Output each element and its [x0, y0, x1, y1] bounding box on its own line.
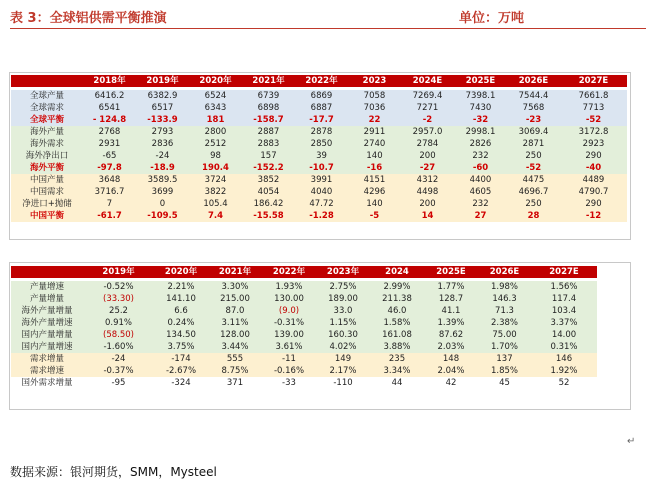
row-label: 全球需求: [11, 102, 83, 114]
table-cell: 4498: [401, 186, 454, 198]
table-cell: 128.7: [424, 293, 478, 305]
table-cell: 6898: [242, 102, 295, 114]
table-cell: 105.4: [189, 198, 242, 210]
table-cell: 71.3: [478, 305, 531, 317]
table-cell: 2.17%: [316, 365, 370, 377]
table-cell: 1.93%: [262, 281, 316, 293]
row-label: 全球平衡: [11, 114, 83, 126]
table-row: [11, 174, 627, 186]
table-cell: 44: [370, 377, 424, 389]
table-title: 表 3：全球铝供需平衡推演: [10, 11, 167, 26]
table-cell: 8.75%: [208, 365, 262, 377]
table-cell: 2784: [401, 138, 454, 150]
header-cell: 2027E: [531, 266, 597, 278]
table-cell: -52: [507, 162, 560, 174]
table-cell: -16: [348, 162, 401, 174]
table-cell: 2.04%: [424, 365, 478, 377]
table-cell: -1.28: [295, 210, 348, 222]
table-cell: 3716.7: [83, 186, 136, 198]
table-cell: 4790.7: [560, 186, 627, 198]
table-cell: -158.7: [242, 114, 295, 126]
table-row: [11, 377, 597, 389]
table-cell: 371: [208, 377, 262, 389]
header-row: [11, 266, 597, 278]
table-cell: -110: [316, 377, 370, 389]
table-cell: 87.62: [424, 329, 478, 341]
table-cell: 200: [401, 198, 454, 210]
table-cell: 7058: [348, 90, 401, 102]
table-row: [11, 198, 627, 210]
table-cell: 42: [424, 377, 478, 389]
table-cell: 4151: [348, 174, 401, 186]
table-cell: 2740: [348, 138, 401, 150]
table-cell: 4054: [242, 186, 295, 198]
row-label: 需求增量: [11, 353, 83, 365]
table-cell: 3.61%: [262, 341, 316, 353]
table-cell: 7269.4: [401, 90, 454, 102]
table-cell: 28: [507, 210, 560, 222]
header-cell: 2020年: [154, 266, 208, 278]
row-label: 海外平衡: [11, 162, 83, 174]
table-cell: -32: [454, 114, 507, 126]
table-cell: -97.8: [83, 162, 136, 174]
table-cell: -133.9: [136, 114, 189, 126]
table-row: [11, 365, 597, 377]
unit-label: 单位：万吨: [459, 11, 525, 26]
table-cell: 2957.0: [401, 126, 454, 138]
table-cell: 1.98%: [478, 281, 531, 293]
table-cell: 3069.4: [507, 126, 560, 138]
row-label: 国外需求增量: [11, 377, 83, 389]
return-mark: ↵: [627, 436, 636, 447]
table-cell: -0.16%: [262, 365, 316, 377]
table-cell: 3724: [189, 174, 242, 186]
table-cell: 139.00: [262, 329, 316, 341]
table-cell: 146: [531, 353, 597, 365]
table-cell: 1.15%: [316, 317, 370, 329]
table-cell: 45: [478, 377, 531, 389]
balance-table: [11, 75, 627, 222]
row-label: 海外产量增量: [11, 305, 83, 317]
row-label: 中国需求: [11, 186, 83, 198]
table-cell: 2.75%: [316, 281, 370, 293]
table-cell: 14: [401, 210, 454, 222]
table-cell: 130.00: [262, 293, 316, 305]
title-divider: [10, 28, 646, 29]
row-label: 产量增速: [11, 281, 83, 293]
row-label: 海外产量增速: [11, 317, 83, 329]
header-cell: 2027E: [560, 75, 627, 87]
table-cell: -27: [401, 162, 454, 174]
table-cell: -12: [560, 210, 627, 222]
table-cell: 1.39%: [424, 317, 478, 329]
table-cell: 4312: [401, 174, 454, 186]
table-cell: 0.31%: [531, 341, 597, 353]
table-cell: 148: [424, 353, 478, 365]
table-cell: 140: [348, 198, 401, 210]
table-cell: -10.7: [295, 162, 348, 174]
table-cell: -5: [348, 210, 401, 222]
table-cell: 2998.1: [454, 126, 507, 138]
table-cell: 6739: [242, 90, 295, 102]
table-cell: 7036: [348, 102, 401, 114]
table-cell: 2836: [136, 138, 189, 150]
table-cell: 3.44%: [208, 341, 262, 353]
table-cell: 6416.2: [83, 90, 136, 102]
table-cell: 1.85%: [478, 365, 531, 377]
header-cell: 2019年: [136, 75, 189, 87]
table-cell: -60: [454, 162, 507, 174]
table-cell: 2512: [189, 138, 242, 150]
table-title-row: [10, 6, 646, 28]
row-label: 全球产量: [11, 90, 83, 102]
header-cell: 2021年: [242, 75, 295, 87]
row-label: 净进口+抛储: [11, 198, 83, 210]
table-cell: 215.00: [208, 293, 262, 305]
table-row: [11, 329, 597, 341]
table-cell: 4040: [295, 186, 348, 198]
table-cell: 190.4: [189, 162, 242, 174]
table-cell: -24: [83, 353, 154, 365]
table-cell: 3.88%: [370, 341, 424, 353]
table-cell: 6524: [189, 90, 242, 102]
table-cell: 4.02%: [316, 341, 370, 353]
table-cell: -109.5: [136, 210, 189, 222]
header-cell: 2022年: [262, 266, 316, 278]
table-cell: 181: [189, 114, 242, 126]
header-cell: 2024: [370, 266, 424, 278]
table-cell: 3648: [83, 174, 136, 186]
header-cell: 2024E: [401, 75, 454, 87]
header-cell: 2023: [348, 75, 401, 87]
table-cell: 290: [560, 150, 627, 162]
row-label: 需求增速: [11, 365, 83, 377]
table-cell: 134.50: [154, 329, 208, 341]
table-cell: -18.9: [136, 162, 189, 174]
table-cell: 7661.8: [560, 90, 627, 102]
table-cell: 161.08: [370, 329, 424, 341]
table-row: [11, 162, 627, 174]
table-cell: - 124.8: [83, 114, 136, 126]
table-cell: 2911: [348, 126, 401, 138]
table-cell: 235: [370, 353, 424, 365]
table-cell: (9.0): [262, 305, 316, 317]
table-cell: 2793: [136, 126, 189, 138]
table-cell: -0.31%: [262, 317, 316, 329]
table-cell: 75.00: [478, 329, 531, 341]
table-cell: 2871: [507, 138, 560, 150]
table-cell: -17.7: [295, 114, 348, 126]
table-cell: 3589.5: [136, 174, 189, 186]
header-cell: 2022年: [295, 75, 348, 87]
header-cell: 2018年: [83, 75, 136, 87]
table-cell: 14.00: [531, 329, 597, 341]
table-cell: 6869: [295, 90, 348, 102]
table-cell: 4475: [507, 174, 560, 186]
table-cell: 7713: [560, 102, 627, 114]
table-cell: 186.42: [242, 198, 295, 210]
header-cell: [11, 266, 83, 278]
table-row: [11, 150, 627, 162]
table-cell: -2.67%: [154, 365, 208, 377]
table-cell: 2878: [295, 126, 348, 138]
header-cell: 2023年: [316, 266, 370, 278]
table-cell: 6887: [295, 102, 348, 114]
table-cell: -65: [83, 150, 136, 162]
table-cell: 4296: [348, 186, 401, 198]
table-cell: 2.21%: [154, 281, 208, 293]
table-cell: 3.34%: [370, 365, 424, 377]
table-row: [11, 305, 597, 317]
table-cell: 2887: [242, 126, 295, 138]
table-cell: 3.11%: [208, 317, 262, 329]
table-cell: 2923: [560, 138, 627, 150]
table-cell: 98: [189, 150, 242, 162]
table-cell: 4605: [454, 186, 507, 198]
header-cell: 2019年: [83, 266, 154, 278]
table-cell: 140: [348, 150, 401, 162]
table-cell: 0.91%: [83, 317, 154, 329]
table-cell: 4696.7: [507, 186, 560, 198]
header-cell: 2020年: [189, 75, 242, 87]
header-cell: 2026E: [478, 266, 531, 278]
table-cell: 2850: [295, 138, 348, 150]
table-cell: 1.56%: [531, 281, 597, 293]
table-cell: 52: [531, 377, 597, 389]
table-row: [11, 293, 597, 305]
row-label: 海外需求: [11, 138, 83, 150]
growth-table: [11, 266, 597, 389]
table-cell: 555: [208, 353, 262, 365]
table-cell: 157: [242, 150, 295, 162]
table-cell: 2.03%: [424, 341, 478, 353]
table-cell: 232: [454, 198, 507, 210]
table-cell: -174: [154, 353, 208, 365]
table-cell: 6517: [136, 102, 189, 114]
table-cell: 1.92%: [531, 365, 597, 377]
table-cell: 160.30: [316, 329, 370, 341]
table-cell: 2.99%: [370, 281, 424, 293]
table-cell: -2: [401, 114, 454, 126]
table-cell: 7568: [507, 102, 560, 114]
table-row: [11, 341, 597, 353]
table-cell: 47.72: [295, 198, 348, 210]
table-cell: 117.4: [531, 293, 597, 305]
table-row: [11, 317, 597, 329]
table-cell: -11: [262, 353, 316, 365]
table-cell: 33.0: [316, 305, 370, 317]
table-cell: 4489: [560, 174, 627, 186]
table-cell: 39: [295, 150, 348, 162]
table-cell: 2883: [242, 138, 295, 150]
row-label: 国内产量增量: [11, 329, 83, 341]
table-cell: -52: [560, 114, 627, 126]
table-cell: (33.30): [83, 293, 154, 305]
table-cell: -152.2: [242, 162, 295, 174]
table-cell: 7271: [401, 102, 454, 114]
table-row: [11, 90, 627, 102]
table-cell: -15.58: [242, 210, 295, 222]
table-cell: 200: [401, 150, 454, 162]
table-cell: 149: [316, 353, 370, 365]
table-row: [11, 210, 627, 222]
table-cell: 7544.4: [507, 90, 560, 102]
table-cell: 3699: [136, 186, 189, 198]
table-cell: -40: [560, 162, 627, 174]
header-cell: 2021年: [208, 266, 262, 278]
table-cell: 146.3: [478, 293, 531, 305]
table-cell: -24: [136, 150, 189, 162]
table-cell: 3852: [242, 174, 295, 186]
table-cell: 137: [478, 353, 531, 365]
table-cell: 250: [507, 150, 560, 162]
table-cell: 0: [136, 198, 189, 210]
header-cell: [11, 75, 83, 87]
table-cell: -61.7: [83, 210, 136, 222]
table-cell: -324: [154, 377, 208, 389]
table-cell: 7430: [454, 102, 507, 114]
table-row: [11, 102, 627, 114]
table-cell: 6343: [189, 102, 242, 114]
header-row: [11, 75, 627, 87]
table-cell: -33: [262, 377, 316, 389]
header-cell: 2026E: [507, 75, 560, 87]
table-row: [11, 353, 597, 365]
table-cell: 103.4: [531, 305, 597, 317]
table-cell: 6541: [83, 102, 136, 114]
table-row: [11, 281, 597, 293]
table-cell: 3.75%: [154, 341, 208, 353]
table-cell: 2931: [83, 138, 136, 150]
table-cell: 2768: [83, 126, 136, 138]
table-cell: 3.30%: [208, 281, 262, 293]
table-cell: 1.77%: [424, 281, 478, 293]
table-cell: 3172.8: [560, 126, 627, 138]
table-row: [11, 126, 627, 138]
table-cell: 232: [454, 150, 507, 162]
table-cell: (58.50): [83, 329, 154, 341]
table-cell: 7.4: [189, 210, 242, 222]
table-cell: 290: [560, 198, 627, 210]
table-cell: -0.37%: [83, 365, 154, 377]
row-label: 海外产量: [11, 126, 83, 138]
table-cell: 2800: [189, 126, 242, 138]
table-cell: 22: [348, 114, 401, 126]
table-cell: -0.52%: [83, 281, 154, 293]
table-cell: 2826: [454, 138, 507, 150]
header-cell: 2025E: [424, 266, 478, 278]
table-cell: 189.00: [316, 293, 370, 305]
table-row: [11, 114, 627, 126]
table-cell: 4400: [454, 174, 507, 186]
table-cell: 7398.1: [454, 90, 507, 102]
table-cell: 3822: [189, 186, 242, 198]
table-row: [11, 186, 627, 198]
table-cell: -1.60%: [83, 341, 154, 353]
header-cell: 2025E: [454, 75, 507, 87]
table-cell: 7: [83, 198, 136, 210]
source-note: 数据来源：银河期货，SMM，Mysteel: [10, 465, 217, 479]
row-label: 中国产量: [11, 174, 83, 186]
row-label: 中国平衡: [11, 210, 83, 222]
table-row: [11, 138, 627, 150]
table-cell: 2.38%: [478, 317, 531, 329]
table-cell: 27: [454, 210, 507, 222]
table-cell: 211.38: [370, 293, 424, 305]
table-cell: 25.2: [83, 305, 154, 317]
table-cell: 87.0: [208, 305, 262, 317]
table-cell: 3.37%: [531, 317, 597, 329]
table-cell: 6382.9: [136, 90, 189, 102]
table-cell: 0.24%: [154, 317, 208, 329]
table-cell: 1.70%: [478, 341, 531, 353]
table-cell: -23: [507, 114, 560, 126]
row-label: 海外净出口: [11, 150, 83, 162]
table-cell: 3991: [295, 174, 348, 186]
row-label: 国内产量增速: [11, 341, 83, 353]
table-cell: 6.6: [154, 305, 208, 317]
table-cell: -95: [83, 377, 154, 389]
table-cell: 128.00: [208, 329, 262, 341]
row-label: 产量增量: [11, 293, 83, 305]
table-cell: 1.58%: [370, 317, 424, 329]
table-cell: 46.0: [370, 305, 424, 317]
table-cell: 250: [507, 198, 560, 210]
table-cell: 41.1: [424, 305, 478, 317]
table-cell: 141.10: [154, 293, 208, 305]
